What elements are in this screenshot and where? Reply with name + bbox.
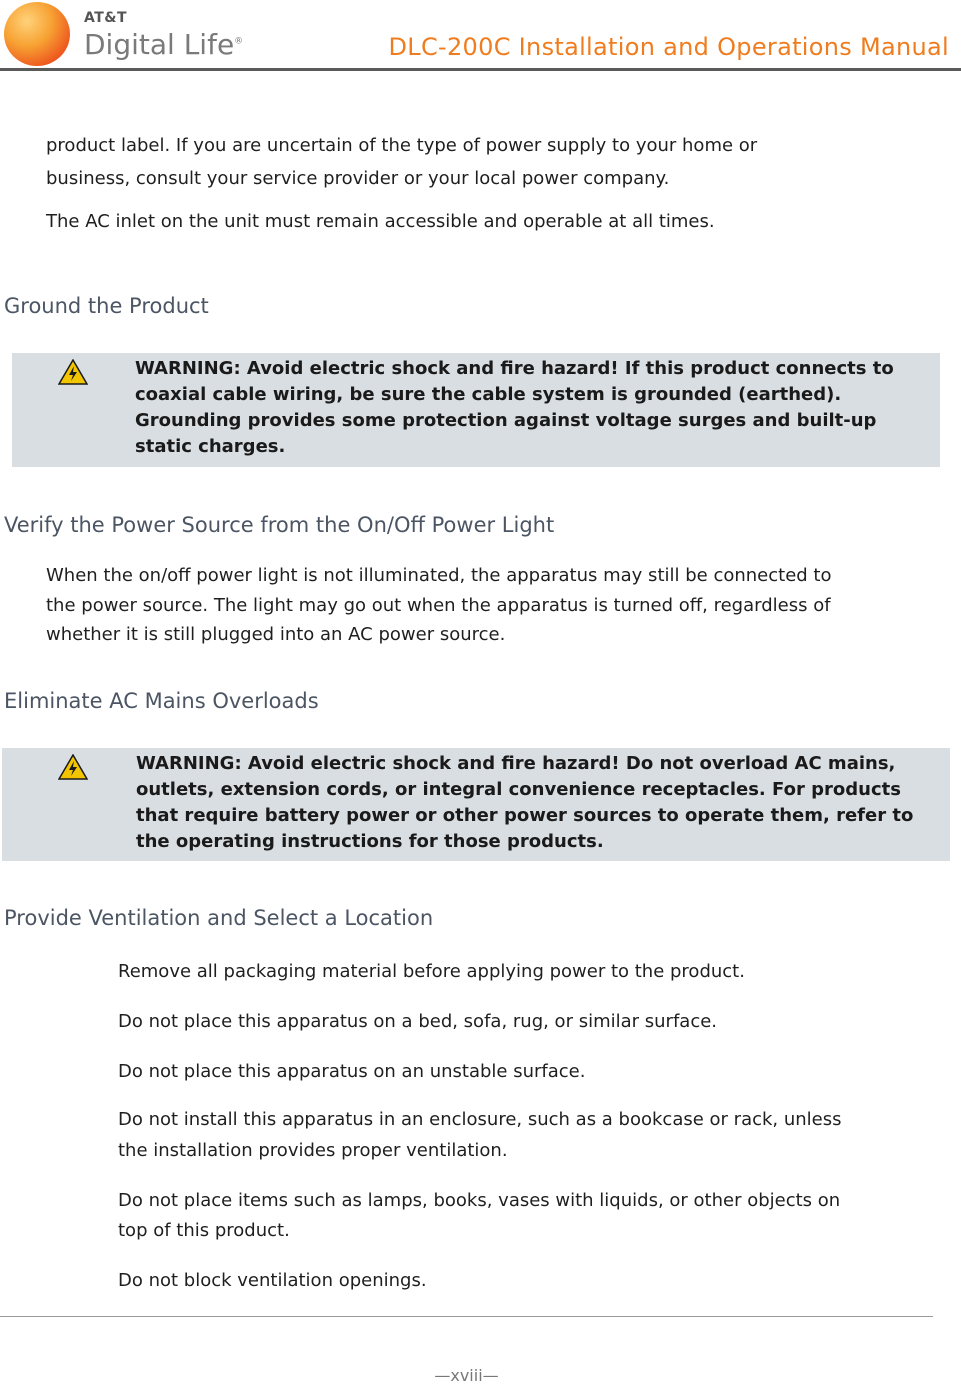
footer-divider [0, 1316, 933, 1317]
warning-electric-icon [58, 359, 88, 385]
document-title: DLC-200C Installation and Operations Manual [388, 33, 949, 61]
warning-text-ground: WARNING: Avoid electric shock and fire hazard! If this product connects to coaxial cable wiring, be sure the cable system is grounded (earthed). Grounding provides some protection against voltage surges and built-up static charges. [135, 358, 894, 457]
warning-electric-icon [58, 754, 88, 780]
logo-brand-name: Digital Life® [84, 28, 244, 61]
intro-line-2: business, consult your service provider or your local power company. [46, 168, 670, 189]
warning-text-overload: WARNING: Avoid electric shock and fire hazard! Do not overload AC mains, outlets, extension cords, or integral convenience receptacles. For products that require battery power or other power sources to operate them, refer to the operating instructions for those products. [136, 753, 914, 852]
intro-line-3: The AC inlet on the unit must remain accessible and operable at all times. [46, 211, 715, 232]
verify-line-2: the power source. The light may go out when the apparatus is turned off, regardless of [46, 595, 831, 616]
page-number: —xviii— [434, 1366, 499, 1385]
verify-line-3: whether it is still plugged into an AC power source. [46, 624, 506, 645]
heading-ac-overloads: Eliminate AC Mains Overloads [4, 689, 319, 713]
intro-line-1: product label. If you are uncertain of the type of power supply to your home or [46, 135, 758, 156]
page-header [0, 0, 961, 72]
ventilation-item: Do not place this apparatus on an unstable surface. [118, 1061, 586, 1082]
ventilation-item-continued: top of this product. [118, 1220, 290, 1241]
logo-brand-top: AT&T [84, 10, 128, 26]
heading-verify-power: Verify the Power Source from the On/Off Power Light [4, 513, 555, 537]
header-divider [0, 68, 961, 71]
ventilation-item: Do not place items such as lamps, books, vases with liquids, or other objects on [118, 1190, 841, 1211]
att-globe-logo-icon [4, 2, 70, 66]
verify-line-1: When the on/off power light is not illuminated, the apparatus may still be connected to [46, 565, 832, 586]
warning-box-overload [2, 748, 950, 861]
ventilation-item: Do not place this apparatus on a bed, sofa, rug, or similar surface. [118, 1011, 718, 1032]
warning-box-ground [12, 353, 940, 467]
heading-ventilation: Provide Ventilation and Select a Location [4, 906, 434, 930]
ventilation-item: Do not block ventilation openings. [118, 1270, 427, 1291]
ventilation-item: Remove all packaging material before applying power to the product. [118, 961, 745, 982]
heading-ground-product: Ground the Product [4, 294, 209, 318]
ventilation-item: Do not install this apparatus in an enclosure, such as a bookcase or rack, unless [118, 1109, 842, 1130]
ventilation-item-continued: the installation provides proper ventilation. [118, 1140, 508, 1161]
